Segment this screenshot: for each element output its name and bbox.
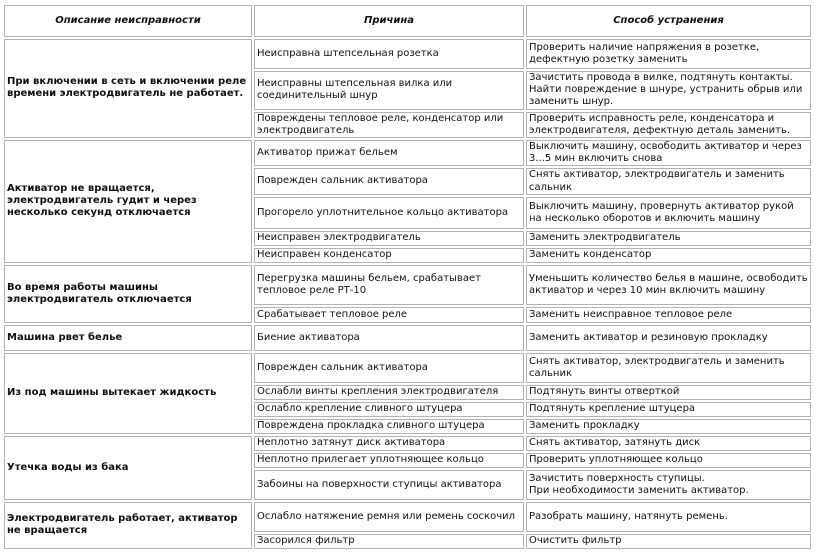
header-remedy: Способ устранения <box>526 5 811 37</box>
remedy-cell: Проверить исправность реле, конденсатора и электродвигателя, дефектную деталь заменить. <box>526 112 811 138</box>
fault-cell: Утечка воды из бака <box>4 436 252 500</box>
table-body <box>4 39 811 549</box>
remedy-cell: Выключить машину, провернуть активатор рукой на несколько оборотов и включить машину <box>526 197 811 229</box>
remedy-cell: Уменьшить количество белья в машине, освободить активатор и через 10 мин включить машину <box>526 265 811 305</box>
cause-cell: Поврежден сальник активатора <box>254 168 524 194</box>
cause-cell: Неплотно затянут диск активатора <box>254 436 524 451</box>
cause-cell: Неплотно прилегает уплотняющее кольцо <box>254 453 524 468</box>
cause-cell: Забоины на поверхности ступицы активатора <box>254 470 524 500</box>
cause-cell: Неисправен электродвигатель <box>254 231 524 246</box>
cause-cell: Перегрузка машины бельем, срабатывает тепловое реле РТ-10 <box>254 265 524 305</box>
table-row <box>4 265 811 305</box>
header-fault: Описание неисправности <box>4 5 252 37</box>
remedy-cell: Снять активатор, затянуть диск <box>526 436 811 451</box>
remedy-cell: Проверить наличие напряжения в розетке, дефектную розетку заменить <box>526 39 811 69</box>
cause-cell: Ослабло натяжение ремня или ремень соскочил <box>254 502 524 532</box>
remedy-cell: Заменить прокладку <box>526 419 811 434</box>
remedy-cell: Заменить активатор и резиновую прокладку <box>526 325 811 351</box>
cause-cell: Повреждены тепловое реле, конденсатор или электродвигатель <box>254 112 524 138</box>
cause-cell: Засорился фильтр <box>254 534 524 549</box>
troubleshooting-table <box>2 3 813 551</box>
fault-cell: Электродвигатель работает, активатор не вращается <box>4 502 252 549</box>
table-row <box>4 353 811 383</box>
remedy-cell: Снять активатор, электродвигатель и заменить сальник <box>526 168 811 194</box>
fault-cell: При включении в сеть и включении реле времени электродвигатель не работает. <box>4 39 252 138</box>
cause-cell: Активатор прижат бельем <box>254 140 524 166</box>
cause-cell: Поврежден сальник активатора <box>254 353 524 383</box>
table-row <box>4 39 811 69</box>
remedy-cell: Очистить фильтр <box>526 534 811 549</box>
fault-cell: Во время работы машины электродвигатель отключается <box>4 265 252 323</box>
cause-cell: Неисправны штепсельная вилка или соединительный шнур <box>254 71 524 110</box>
remedy-cell: Выключить машину, освободить активатор и через 3...5 мин включить снова <box>526 140 811 166</box>
cause-cell: Срабатывает тепловое реле <box>254 307 524 323</box>
remedy-cell: Снять активатор, электродвигатель и заменить сальник <box>526 353 811 383</box>
cause-cell: Ослабло крепление сливного штуцера <box>254 402 524 417</box>
remedy-cell: Заменить электродвигатель <box>526 231 811 246</box>
fault-cell: Активатор не вращается, электродвигатель гудит и через несколько секунд отключается <box>4 140 252 263</box>
remedy-cell: Подтянуть крепление штуцера <box>526 402 811 417</box>
header-cause: Причина <box>254 5 524 37</box>
table-row <box>4 436 811 451</box>
header-row <box>4 5 811 37</box>
remedy-cell: Зачистить провода в вилке, подтянуть контакты. Найти повреждение в шнуре, устранить обрыв или заменить шнур. <box>526 71 811 110</box>
table-row <box>4 140 811 166</box>
cause-cell: Неисправна штепсельная розетка <box>254 39 524 69</box>
remedy-cell: Проверить уплотняющее кольцо <box>526 453 811 468</box>
table-row <box>4 502 811 532</box>
remedy-cell: Зачистить поверхность ступицы. При необходимости заменить активатор. <box>526 470 811 500</box>
table-row <box>4 325 811 351</box>
remedy-cell: Разобрать машину, натянуть ремень. <box>526 502 811 532</box>
cause-cell: Ослабли винты крепления электродвигателя <box>254 385 524 400</box>
cause-cell: Неисправен конденсатор <box>254 248 524 263</box>
remedy-cell: Заменить конденсатор <box>526 248 811 263</box>
remedy-cell: Подтянуть винты отверткой <box>526 385 811 400</box>
cause-cell: Прогорело уплотнительное кольцо активатора <box>254 197 524 229</box>
cause-cell: Повреждена прокладка сливного штуцера <box>254 419 524 434</box>
cause-cell: Биение активатора <box>254 325 524 351</box>
remedy-cell: Заменить неисправное тепловое реле <box>526 307 811 323</box>
fault-cell: Машина рвет белье <box>4 325 252 351</box>
fault-cell: Из под машины вытекает жидкость <box>4 353 252 434</box>
